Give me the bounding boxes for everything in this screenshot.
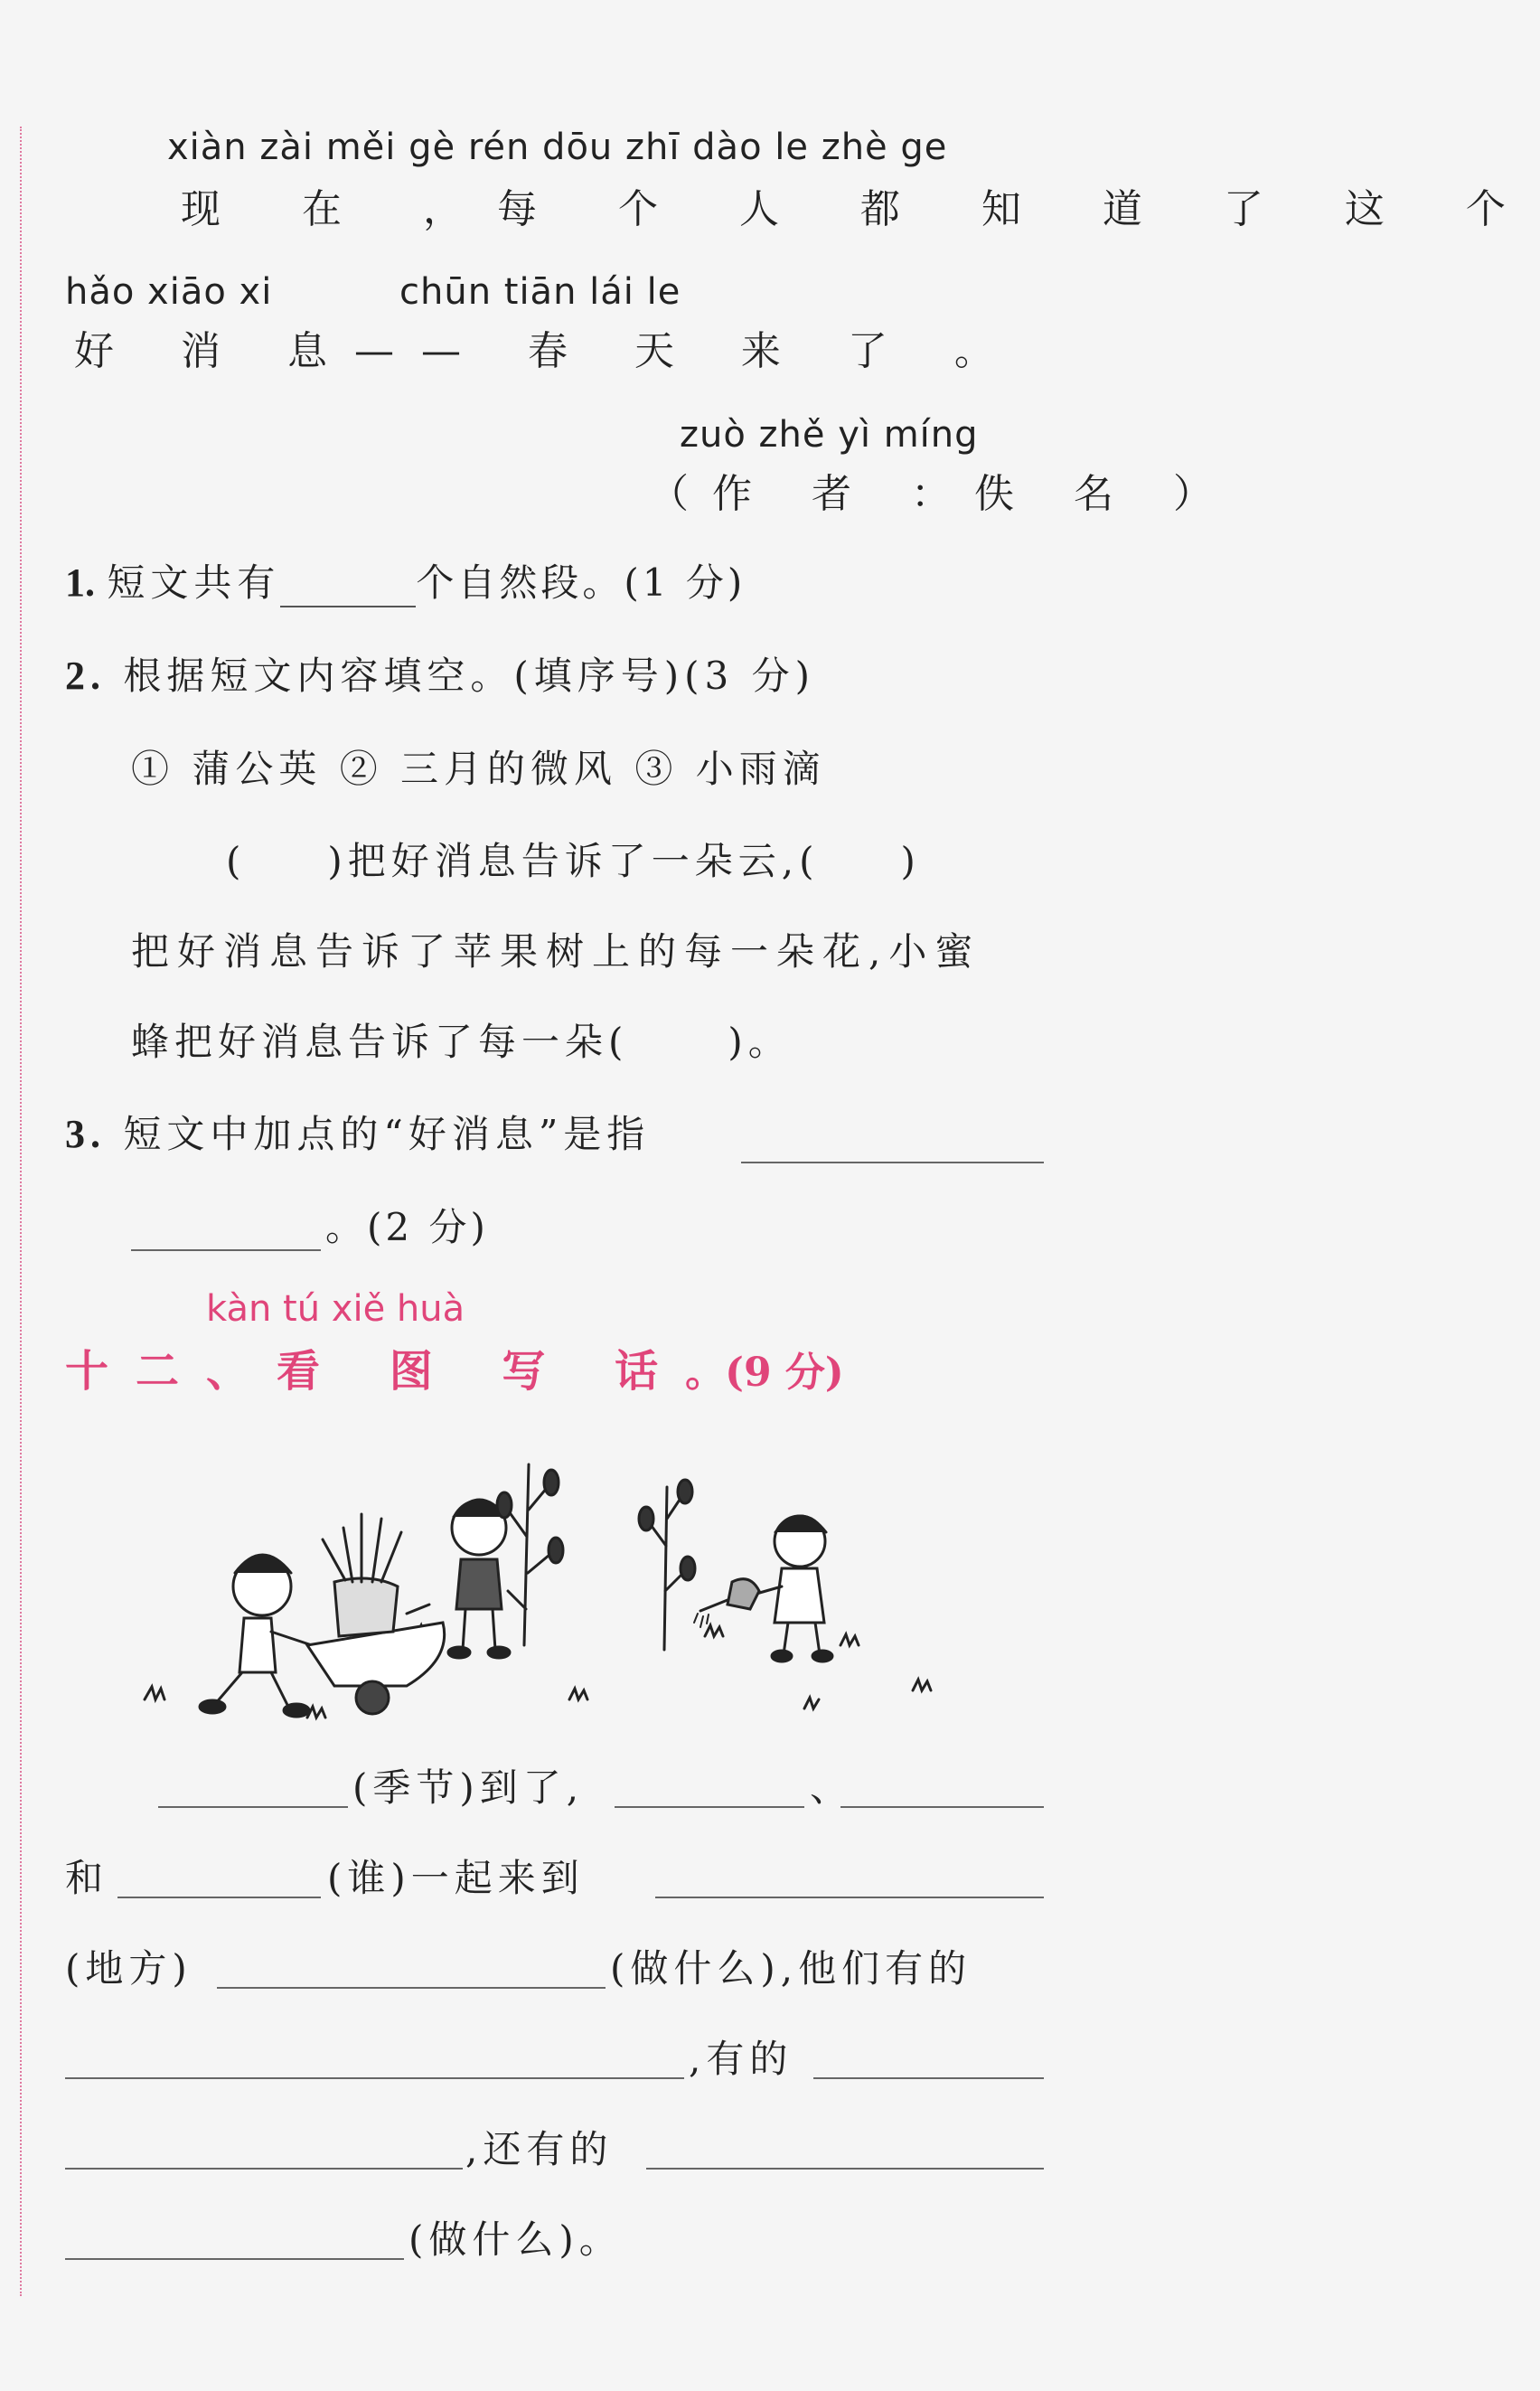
question-2-text: 根据短文内容填空。(填序号)(3 分) (123, 654, 815, 698)
writing-blank-doing-5[interactable] (646, 2168, 1044, 2170)
writing-line2-and: 和 (65, 1856, 104, 1900)
section-12-score: 。(9 分) (685, 1350, 844, 1396)
question-2-line3 (131, 1012, 792, 1067)
writing-line3-place: (地方) (65, 1946, 192, 1991)
question-1-blank[interactable] (280, 570, 416, 607)
writing-blank-place[interactable] (655, 1897, 1044, 1898)
writing-blank-who-2[interactable] (840, 1806, 1044, 1808)
illustration-children-planting-trees (136, 1428, 994, 1754)
passage-line2-hanzi: 好 消 息—— 春 天 来 了 。 (74, 328, 1021, 374)
question-1 (65, 553, 746, 607)
section-12-pinyin: kàn tú xiě huà (206, 1288, 465, 1330)
question-1-text-b: 个自然段。(1 分) (416, 560, 747, 605)
writing-line3-text: (做什么),他们有的 (610, 1946, 972, 1991)
question-2 (65, 646, 815, 701)
writing-blank-doing-3[interactable] (813, 2077, 1044, 2079)
author-hanzi: （作 者 ：佚 名 ） (649, 471, 1236, 517)
author-pinyin: zuò zhě yì míng (680, 414, 979, 456)
question-3 (65, 1105, 650, 1159)
writing-line2-text: (谁)一起来到 (327, 1856, 585, 1900)
writing-line1-text: (季节)到了, (352, 1765, 585, 1810)
question-1-text-a: 短文共有 (107, 560, 281, 605)
section-12-title: 十二、看 图 写 话 (65, 1346, 686, 1397)
margin-dotted-line (20, 127, 22, 2296)
passage-line2-pinyin-b: chūn tiān lái le (399, 271, 681, 313)
writing-blank-doing-1[interactable] (217, 1987, 606, 1989)
question-3-number: 3. (65, 1112, 106, 1156)
writing-blank-doing-2[interactable] (65, 2077, 684, 2079)
writing-blank-season[interactable] (158, 1806, 348, 1808)
passage-line2-pinyin-a: hǎo xiāo xi (65, 271, 273, 313)
question-2-line3-text: 蜂把好消息告诉了每一朵( (131, 1020, 629, 1064)
writing-blank-who-3[interactable] (117, 1897, 321, 1898)
question-2-line1 (226, 832, 921, 886)
question-1-number: 1. (65, 560, 95, 605)
passage-line1-pinyin: xiàn zài měi gè rén dōu zhī dào le zhè ge (167, 127, 948, 168)
question-2-number: 2. (65, 654, 106, 698)
writing-line6-text: (做什么)。 (408, 2217, 623, 2262)
writing-blank-doing-6[interactable] (65, 2258, 404, 2260)
question-2-line1-text: )把好消息告诉了一朵云,( (327, 839, 820, 883)
writing-blank-doing-4[interactable] (65, 2168, 463, 2170)
question-2-line2: 把好消息告诉了苹果树上的每一朵花,小蜜 (131, 929, 981, 974)
passage-line1-hanzi: 现 在 ，每 个 人 都 知 道 了 这 个 (181, 186, 1540, 232)
question-3-blank-1[interactable] (741, 1162, 1044, 1163)
question-2-options: ① 蒲公英 ② 三月的微风 ③ 小雨滴 (131, 747, 826, 791)
paren-open-1: ( (226, 839, 247, 883)
writing-line1-comma: 、 (810, 1765, 849, 1810)
writing-blank-who-1[interactable] (615, 1806, 804, 1808)
question-3-text: 短文中加点的“好消息”是指 (123, 1112, 651, 1156)
question-3-end: 。(2 分) (325, 1205, 489, 1249)
paren-close-2: ) (900, 839, 921, 883)
writing-line5-text: ,还有的 (465, 2127, 614, 2171)
section-12-heading (65, 1336, 844, 1398)
writing-line4-text: ,有的 (689, 2037, 793, 2081)
paren-close-3: )。 (728, 1020, 792, 1064)
question-3-blank-2[interactable] (131, 1249, 321, 1251)
